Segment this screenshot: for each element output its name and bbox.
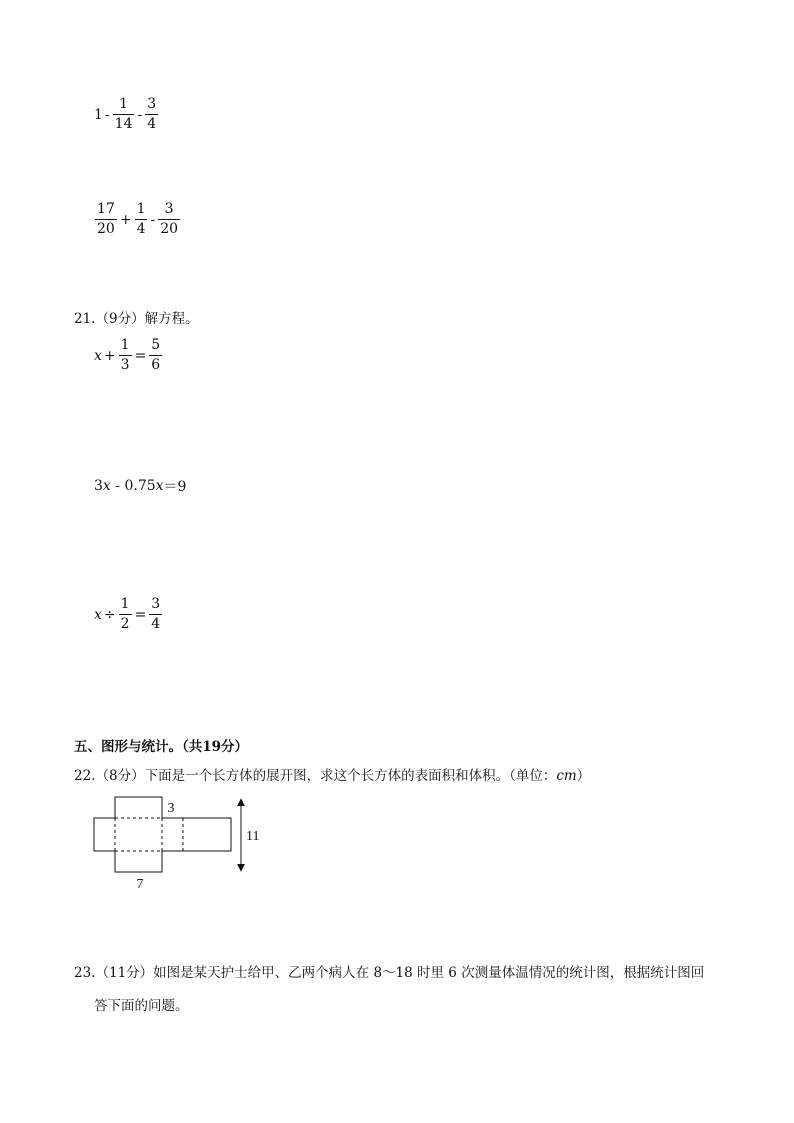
expr1-fraction-1 (113, 96, 135, 133)
question-score: （9分） (95, 311, 145, 327)
question-text-line2: 答下面的问题。 (94, 998, 189, 1014)
numerator: 1 (119, 96, 129, 112)
label-length: 7 (136, 877, 144, 892)
eq1-op: + (103, 347, 116, 364)
eq2-rest: ＝9 (163, 479, 187, 495)
eq2-variable-1: x (102, 478, 111, 494)
denominator: 20 (160, 221, 179, 237)
question-21 (74, 308, 199, 330)
numerator: 1 (120, 337, 130, 353)
numerator: 3 (164, 201, 174, 217)
eq1-fraction-1 (119, 337, 132, 374)
denominator: 20 (97, 221, 115, 237)
label-height: 11 (246, 829, 260, 844)
denominator: 2 (120, 616, 130, 632)
expression-1 (94, 96, 159, 133)
net-outline (94, 797, 231, 872)
eq1-fraction-2 (149, 337, 162, 374)
question-text: 解方程。 (144, 311, 199, 327)
expr2-op1: + (119, 211, 132, 228)
question-close: ） (576, 768, 591, 784)
equation-2 (94, 476, 186, 496)
expr1-lead: 1 (94, 106, 103, 123)
eq2-coefficient: 3 (94, 478, 103, 494)
numerator: 1 (120, 596, 130, 612)
question-text: 下面是一个长方体的展开图，求这个长方体的表面积和体积。（单位： (144, 768, 557, 784)
label-width: 3 (167, 801, 175, 816)
section-points: 19 (202, 739, 222, 755)
question-number: 23. (74, 965, 96, 981)
question-23 (74, 962, 704, 984)
expr2-fraction-1 (95, 201, 117, 238)
cuboid-net-diagram (80, 790, 280, 900)
numerator: 3 (151, 596, 161, 612)
equation-1 (94, 337, 163, 374)
eq1-variable: x (94, 347, 102, 364)
eq1-equals: = (134, 347, 147, 364)
eq2-op: - 0.75 (110, 478, 156, 494)
numerator: 5 (151, 337, 161, 353)
numerator: 3 (147, 96, 157, 112)
eq2-variable-2: x (155, 478, 164, 494)
denominator: 4 (151, 616, 161, 632)
denominator: 3 (120, 357, 130, 373)
expr1-op2: - (137, 106, 143, 123)
eq3-equals: = (134, 606, 147, 623)
denominator: 4 (147, 116, 157, 132)
question-number: 21. (74, 311, 96, 327)
expression-2 (94, 201, 181, 238)
eq3-op: ÷ (103, 606, 116, 623)
question-score: （11分） (95, 965, 154, 981)
section-heading (74, 735, 248, 755)
numerator: 1 (136, 201, 146, 217)
expr2-op2: - (150, 211, 156, 228)
expr2-fraction-2 (135, 201, 148, 238)
question-number: 22. (74, 768, 96, 784)
denominator: 4 (136, 221, 146, 237)
eq3-fraction-1 (119, 596, 132, 633)
denominator: 14 (114, 116, 133, 132)
expr1-fraction-2 (145, 96, 158, 133)
expr2-fraction-3 (158, 201, 180, 238)
expr1-op1: - (104, 106, 110, 123)
section-tail: 分） (221, 739, 249, 755)
eq3-variable: x (94, 606, 102, 623)
denominator: 6 (151, 357, 161, 373)
equation-3 (94, 596, 163, 633)
numerator: 17 (97, 201, 115, 217)
question-23-line2 (94, 995, 189, 1017)
section-title: 五、图形与统计。（共 (74, 739, 203, 755)
question-score: （8分） (95, 768, 145, 784)
eq3-fraction-2 (149, 596, 162, 633)
question-unit: cm (556, 768, 577, 784)
question-text-line1: 如图是某天护士给甲、乙两个病人在 8～18 时里 6 次测量体温情况的统计图，根据统计图回 (153, 965, 705, 981)
question-22 (74, 765, 590, 787)
